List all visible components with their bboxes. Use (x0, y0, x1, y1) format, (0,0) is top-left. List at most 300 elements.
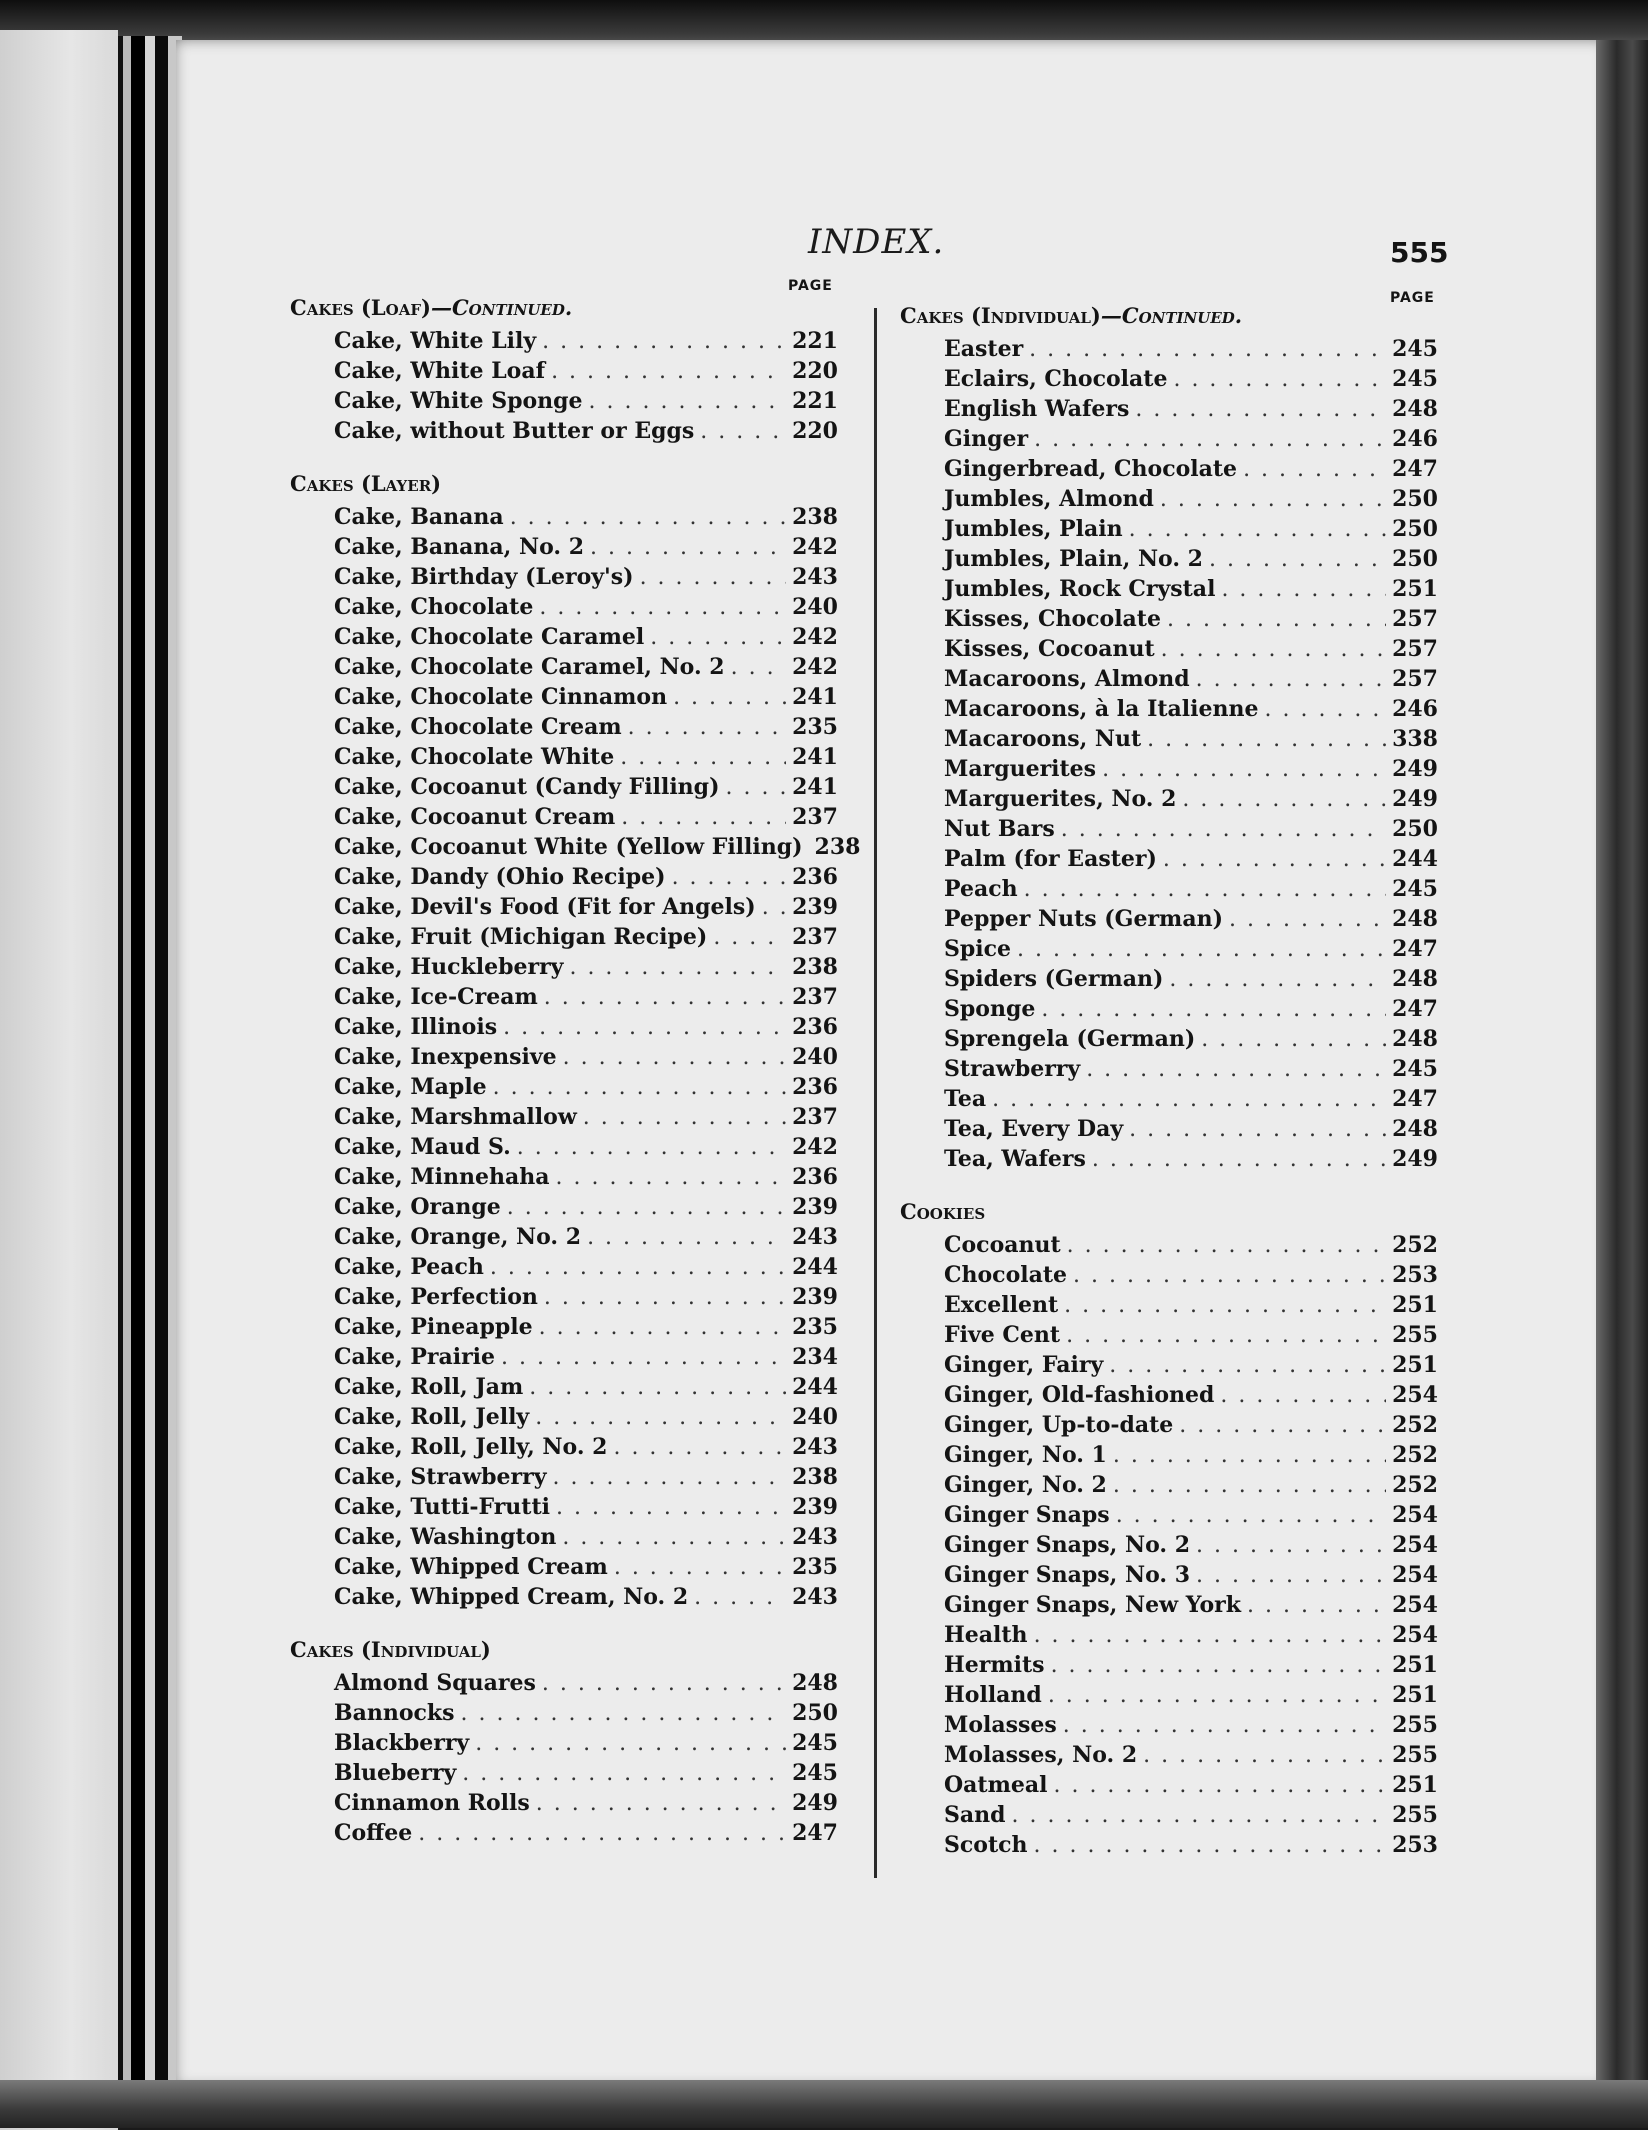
dot-leader (1113, 1441, 1386, 1471)
column-divider (874, 308, 877, 1878)
entry-name: Kisses, Cocoanut (944, 636, 1155, 662)
entry-name: Cake, Tutti-Frutti (334, 1494, 550, 1520)
entry-name: Cake, Orange, No. 2 (334, 1224, 582, 1250)
index-entry (900, 1084, 1438, 1114)
entry-page-number: 235 (792, 1314, 838, 1340)
entry-page-number: 248 (1392, 906, 1438, 932)
index-entry (290, 1282, 838, 1312)
entry-name: Ginger Snaps, New York (944, 1592, 1241, 1618)
dot-leader (1229, 905, 1386, 935)
entry-name: Cake, Illinois (334, 1014, 498, 1040)
entry-name: Cake, Chocolate Cinnamon (334, 684, 668, 710)
index-entry (900, 1114, 1438, 1144)
dot-leader (590, 533, 786, 563)
entry-page-number: 238 (792, 504, 838, 530)
dot-leader (503, 1013, 786, 1043)
index-entry (290, 772, 838, 802)
index-entry (290, 1492, 838, 1522)
dot-leader (1061, 815, 1386, 845)
index-entry (900, 1770, 1438, 1800)
index-entry (900, 1500, 1438, 1530)
index-entry (290, 502, 838, 532)
entry-page-number: 236 (792, 1074, 838, 1100)
entry-name: Ginger Snaps, No. 2 (944, 1532, 1191, 1558)
entry-page-number: 242 (792, 624, 838, 650)
dot-leader (569, 953, 786, 983)
index-entry (290, 356, 838, 386)
entry-name: Macaroons, Nut (944, 726, 1142, 752)
index-entry (290, 922, 838, 952)
dot-leader (539, 593, 786, 623)
dot-leader (1196, 1561, 1386, 1591)
index-entry (900, 1230, 1438, 1260)
entry-page-number: 245 (792, 1730, 838, 1756)
entry-page-number: 251 (1392, 1772, 1438, 1798)
section-heading-text: Cakes (Loaf) (290, 295, 431, 320)
dot-leader (529, 1373, 786, 1403)
entry-page-number: 248 (1392, 1026, 1438, 1052)
entry-page-number: 338 (1392, 726, 1438, 752)
entry-page-number: 221 (792, 388, 838, 414)
section-heading-text: Cookies (900, 1199, 986, 1224)
index-section (900, 298, 1438, 1174)
index-entry (900, 1260, 1438, 1290)
entry-page-number: 250 (1392, 546, 1438, 572)
dot-leader (1017, 935, 1386, 965)
index-entry (290, 1668, 838, 1698)
entry-page-number: 257 (1392, 636, 1438, 662)
index-entry (900, 1290, 1438, 1320)
index-entry (900, 664, 1438, 694)
entry-page-number: 251 (1392, 576, 1438, 602)
entry-name: Blackberry (334, 1730, 470, 1756)
index-entry (290, 1012, 838, 1042)
entry-page-number: 237 (792, 804, 838, 830)
entry-page-number: 241 (792, 744, 838, 770)
index-entry (290, 1072, 838, 1102)
entry-name: Cake, Whipped Cream (334, 1554, 608, 1580)
entry-page-number: 251 (1392, 1682, 1438, 1708)
index-entry (290, 652, 838, 682)
index-entry (290, 1042, 838, 1072)
entry-name: Cinnamon Rolls (334, 1790, 530, 1816)
index-column-right (900, 298, 1438, 1880)
entry-page-number: 243 (792, 1434, 838, 1460)
entry-name: Cake, Minnehaha (334, 1164, 550, 1190)
dot-leader (1034, 425, 1386, 455)
entry-page-number: 244 (1392, 846, 1438, 872)
entry-page-number: 239 (792, 894, 838, 920)
entry-page-number: 257 (1392, 606, 1438, 632)
dot-leader (1063, 1711, 1386, 1741)
entry-page-number: 244 (792, 1254, 838, 1280)
dot-leader (992, 1085, 1386, 1115)
index-entry (290, 1462, 838, 1492)
dot-leader (1012, 1801, 1387, 1831)
dot-leader (700, 417, 786, 447)
dot-leader (640, 563, 787, 593)
dot-leader (613, 1433, 786, 1463)
entry-page-number: 242 (792, 654, 838, 680)
entry-page-number: 240 (792, 594, 838, 620)
entry-name: Cocoanut (944, 1232, 1061, 1258)
entry-name: Cake, Cocoanut Cream (334, 804, 616, 830)
entry-page-number: 248 (1392, 966, 1438, 992)
dot-leader (1051, 1651, 1387, 1681)
entry-page-number: 254 (1392, 1382, 1438, 1408)
index-entry (290, 1312, 838, 1342)
dot-leader (1034, 1831, 1387, 1861)
entry-name: Cake, Chocolate Caramel (334, 624, 645, 650)
dot-leader (536, 1789, 786, 1819)
dot-leader (1034, 1621, 1387, 1651)
entry-page-number: 236 (792, 1014, 838, 1040)
entry-page-number: 247 (1392, 456, 1438, 482)
dot-leader (551, 357, 786, 387)
entry-name: Cake, White Lily (334, 328, 537, 354)
entry-name: Five Cent (944, 1322, 1061, 1348)
index-entry (900, 1380, 1438, 1410)
entry-page-number: 245 (1392, 1056, 1438, 1082)
entry-page-number: 245 (1392, 366, 1438, 392)
entry-page-number: 248 (1392, 396, 1438, 422)
dot-leader (1129, 515, 1386, 545)
entry-name: Oatmeal (944, 1772, 1048, 1798)
dot-leader (1066, 1321, 1386, 1351)
dot-leader (1109, 1351, 1386, 1381)
entry-name: Almond Squares (334, 1670, 536, 1696)
dot-leader (1067, 1231, 1386, 1261)
dot-leader (493, 1073, 786, 1103)
index-entry (900, 1320, 1438, 1350)
dot-leader (1182, 785, 1386, 815)
book-right-edge (1596, 40, 1648, 2128)
entry-name: Cake, Marshmallow (334, 1104, 577, 1130)
dot-leader (462, 1759, 786, 1789)
section-heading (290, 466, 838, 502)
dot-leader (507, 1193, 786, 1223)
dot-leader (544, 983, 786, 1013)
entry-name: Cake, Orange (334, 1194, 501, 1220)
entry-page-number: 235 (792, 1554, 838, 1580)
index-section (290, 466, 861, 1612)
entry-name: Excellent (944, 1292, 1059, 1318)
dot-leader (1161, 635, 1386, 665)
dot-leader (461, 1699, 787, 1729)
index-entry (900, 1830, 1438, 1860)
index-entry (290, 386, 838, 416)
entry-name: Eclairs, Chocolate (944, 366, 1168, 392)
section-continued-label: —Continued. (430, 295, 573, 320)
entry-page-number: 249 (1392, 756, 1438, 782)
section-heading (290, 1632, 838, 1668)
entry-page-number: 252 (1392, 1412, 1438, 1438)
entry-name: Holland (944, 1682, 1042, 1708)
entry-name: Blueberry (334, 1760, 457, 1786)
index-entry (290, 1758, 838, 1788)
entry-name: Scotch (944, 1832, 1028, 1858)
index-entry (900, 904, 1438, 934)
dot-leader (517, 1133, 786, 1163)
section-heading-text: Cakes (Individual) (900, 303, 1101, 328)
dot-leader (587, 1223, 786, 1253)
index-entry (900, 1470, 1438, 1500)
entry-page-number: 238 (792, 954, 838, 980)
dot-leader (731, 653, 786, 683)
entry-name: Marguerites, No. 2 (944, 786, 1177, 812)
index-entry (900, 1350, 1438, 1380)
dot-leader (628, 713, 786, 743)
index-entry (900, 364, 1438, 394)
entry-page-number: 239 (792, 1284, 838, 1310)
index-entry (900, 964, 1438, 994)
entry-page-number: 241 (792, 774, 838, 800)
facing-page-edge (0, 30, 118, 2130)
entry-page-number: 253 (1392, 1832, 1438, 1858)
dot-leader (621, 803, 786, 833)
index-entry (900, 574, 1438, 604)
dot-leader (620, 743, 786, 773)
entry-page-number: 241 (792, 684, 838, 710)
dot-leader (418, 1819, 786, 1849)
index-entry (290, 892, 838, 922)
entry-name: Cake, Perfection (334, 1284, 538, 1310)
entry-name: Spiders (German) (944, 966, 1164, 992)
entry-page-number: 251 (1392, 1292, 1438, 1318)
entry-page-number: 240 (792, 1404, 838, 1430)
entry-page-number: 243 (792, 1584, 838, 1610)
page-title: INDEX. (808, 222, 945, 262)
index-entry (290, 1102, 838, 1132)
entry-name: Cake, Whipped Cream, No. 2 (334, 1584, 689, 1610)
dot-leader (1209, 545, 1386, 575)
entry-page-number: 237 (792, 984, 838, 1010)
entry-name: Ginger, Old-fashioned (944, 1382, 1215, 1408)
index-entry (290, 1728, 838, 1758)
entry-name: Marguerites (944, 756, 1097, 782)
index-entry (900, 394, 1438, 424)
index-entry (900, 694, 1438, 724)
dot-leader (583, 1103, 786, 1133)
entry-name: Cake, Fruit (Michigan Recipe) (334, 924, 708, 950)
entry-page-number: 249 (792, 1790, 838, 1816)
book-gutter (118, 36, 182, 2128)
dot-leader (725, 773, 786, 803)
page-number: 555 (1390, 236, 1449, 269)
entry-name: Cake, Banana, No. 2 (334, 534, 585, 560)
entry-name: Cake, Ice-Cream (334, 984, 538, 1010)
index-entry (900, 724, 1438, 754)
index-entry (900, 484, 1438, 514)
entry-name: Jumbles, Rock Crystal (944, 576, 1216, 602)
dot-leader (1160, 485, 1386, 515)
entry-name: Cake, Maud S. (334, 1134, 511, 1160)
index-entry (900, 604, 1438, 634)
entry-page-number: 248 (1392, 1116, 1438, 1142)
dot-leader (1163, 845, 1386, 875)
entry-page-number: 246 (1392, 696, 1438, 722)
entry-page-number: 250 (792, 1700, 838, 1726)
entry-page-number: 236 (792, 864, 838, 890)
index-entry (290, 1192, 838, 1222)
index-section (290, 1632, 838, 1848)
entry-name: Bannocks (334, 1700, 455, 1726)
index-entry (900, 1650, 1438, 1680)
entry-page-number: 250 (1392, 816, 1438, 842)
section-heading-text: Cakes (Individual) (290, 1637, 491, 1662)
index-entry (290, 562, 838, 592)
dot-leader (475, 1729, 786, 1759)
entry-name: Peach (944, 876, 1018, 902)
entry-page-number: 245 (1392, 876, 1438, 902)
entry-page-number: 247 (792, 1820, 838, 1846)
index-entry (290, 1162, 838, 1192)
dot-leader (589, 387, 787, 417)
entry-name: Sponge (944, 996, 1036, 1022)
entry-name: Easter (944, 336, 1024, 362)
entry-name: Cake, Washington (334, 1524, 557, 1550)
entry-page-number: 242 (792, 534, 838, 560)
index-entry (900, 1710, 1438, 1740)
dot-leader (1167, 605, 1386, 635)
index-entry (290, 1372, 838, 1402)
entry-name: Kisses, Chocolate (944, 606, 1161, 632)
entry-name: Nut Bars (944, 816, 1055, 842)
index-section (290, 290, 838, 446)
dot-leader (556, 1493, 786, 1523)
dot-leader (1247, 1591, 1386, 1621)
dot-leader (1135, 395, 1386, 425)
dot-leader (556, 1163, 787, 1193)
entry-name: Ginger, No. 2 (944, 1472, 1107, 1498)
entry-name: Cake, Inexpensive (334, 1044, 557, 1070)
dot-leader (1265, 695, 1387, 725)
entry-page-number: 221 (792, 328, 838, 354)
index-column-left (290, 290, 861, 1868)
index-entry (290, 592, 838, 622)
entry-name: Cake, Roll, Jam (334, 1374, 524, 1400)
dot-leader (1053, 1771, 1386, 1801)
dot-leader (553, 1463, 787, 1493)
index-entry (290, 326, 838, 356)
entry-name: English Wafers (944, 396, 1130, 422)
index-entry (900, 784, 1438, 814)
entry-name: Gingerbread, Chocolate (944, 456, 1238, 482)
entry-name: Palm (for Easter) (944, 846, 1157, 872)
dot-leader (762, 893, 786, 923)
entry-page-number: 220 (792, 358, 838, 384)
entry-page-number: 251 (1392, 1652, 1438, 1678)
entry-name: Cake, Cocoanut (Candy Filling) (334, 774, 720, 800)
entry-page-number: 257 (1392, 666, 1438, 692)
entry-name: Strawberry (944, 1056, 1081, 1082)
entry-page-number: 239 (792, 1494, 838, 1520)
dot-leader (1113, 1471, 1386, 1501)
index-entry (900, 1530, 1438, 1560)
index-entry (290, 1698, 838, 1728)
entry-page-number: 249 (1392, 1146, 1438, 1172)
entry-name: Tea (944, 1086, 987, 1112)
dot-leader (614, 1553, 786, 1583)
index-entry (900, 334, 1438, 364)
dot-leader (542, 1669, 786, 1699)
index-entry (290, 1788, 838, 1818)
dot-leader (1073, 1261, 1386, 1291)
index-entry (900, 424, 1438, 454)
entry-name: Macaroons, à la Italienne (944, 696, 1259, 722)
index-entry (290, 1582, 838, 1612)
entry-page-number: 234 (792, 1344, 838, 1370)
dot-leader (1169, 965, 1386, 995)
entry-name: Cake, Chocolate White (334, 744, 615, 770)
dot-leader (1029, 335, 1386, 365)
entry-page-number: 254 (1392, 1592, 1438, 1618)
entry-page-number: 247 (1392, 936, 1438, 962)
index-entry (290, 1222, 838, 1252)
entry-name: Chocolate (944, 1262, 1068, 1288)
section-continued-label: —Continued. (1100, 303, 1243, 328)
index-entry (900, 1560, 1438, 1590)
dot-leader (1102, 755, 1386, 785)
dot-leader (694, 1583, 786, 1613)
index-entry (900, 634, 1438, 664)
entry-page-number: 250 (1392, 516, 1438, 542)
index-entry (900, 544, 1438, 574)
index-entry (290, 682, 838, 712)
dot-leader (1024, 875, 1386, 905)
entry-page-number: 237 (792, 1104, 838, 1130)
dot-leader (1196, 1531, 1386, 1561)
entry-page-number: 243 (792, 1524, 838, 1550)
entry-name: Cake, Strawberry (334, 1464, 547, 1490)
entry-name: Pepper Nuts (German) (944, 906, 1223, 932)
entry-page-number: 240 (792, 1044, 838, 1070)
entry-name: Molasses, No. 2 (944, 1742, 1138, 1768)
entry-page-number: 237 (792, 924, 838, 950)
dot-leader (1173, 365, 1386, 395)
entry-page-number: 239 (792, 1194, 838, 1220)
dot-leader (672, 863, 787, 893)
entry-name: Cake, without Butter or Eggs (334, 418, 695, 444)
entry-name: Cake, Devil's Food (Fit for Angels) (334, 894, 756, 920)
entry-page-number: 246 (1392, 426, 1438, 452)
section-heading-text: Cakes (Layer) (290, 471, 442, 496)
section-heading (290, 290, 838, 326)
dot-leader (1041, 995, 1386, 1025)
index-section (900, 1194, 1438, 1860)
dot-leader (563, 1043, 786, 1073)
index-entry (900, 874, 1438, 904)
entry-page-number: 248 (792, 1670, 838, 1696)
entry-name: Cake, Pineapple (334, 1314, 533, 1340)
index-entry (290, 982, 838, 1012)
index-entry (900, 1590, 1438, 1620)
index-entry (900, 454, 1438, 484)
entry-page-number: 238 (792, 1464, 838, 1490)
dot-leader (1147, 725, 1386, 755)
entry-page-number: 254 (1392, 1502, 1438, 1528)
index-entry (900, 1024, 1438, 1054)
entry-name: Cake, Dandy (Ohio Recipe) (334, 864, 666, 890)
entry-name: Cake, Cocoanut White (Yellow Filling) (334, 834, 803, 860)
entry-page-number: 238 (814, 834, 861, 860)
entry-page-number: 242 (792, 1134, 838, 1160)
entry-name: Molasses (944, 1712, 1057, 1738)
entry-name: Jumbles, Plain, No. 2 (944, 546, 1203, 572)
dot-leader (1092, 1145, 1386, 1175)
entry-name: Tea, Every Day (944, 1116, 1124, 1142)
entry-page-number: 244 (792, 1374, 838, 1400)
